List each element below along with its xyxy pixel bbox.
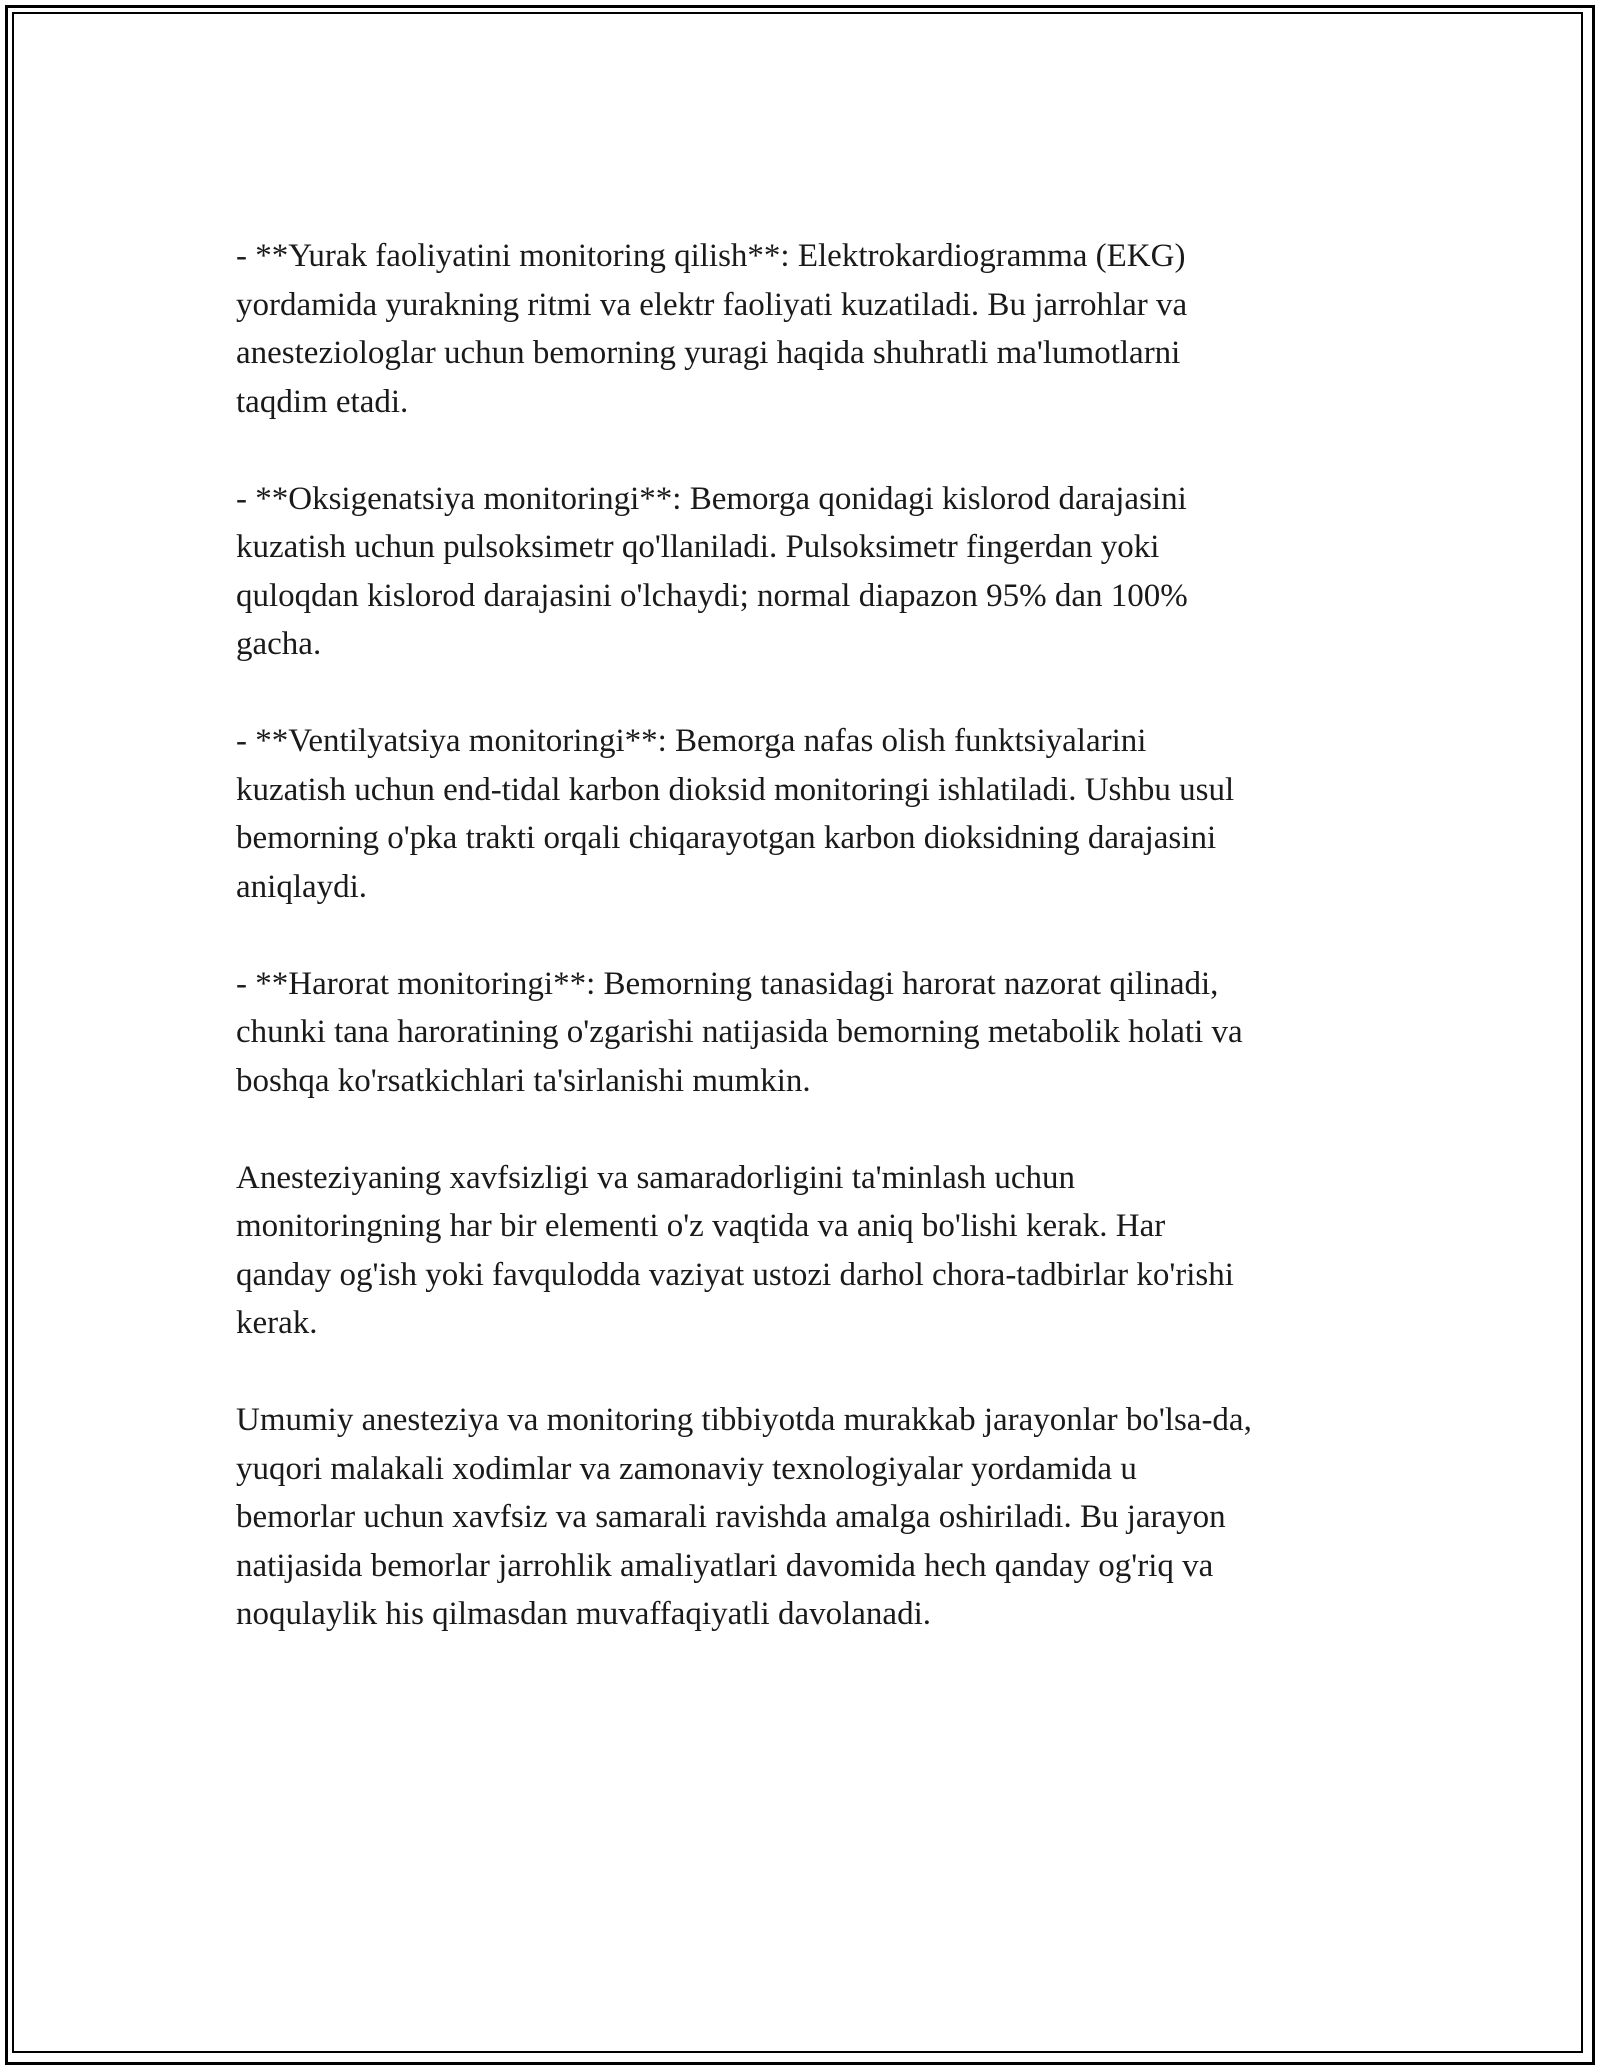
paragraph-temperature-monitoring: - **Harorat monitoringi**: Bemorning tanasidagi harorat nazorat qilinadi, chunki tana haroratining o'zgarishi natijasida bemorning metabolik holati va boshqa ko'rsatkichlari ta'sirlanishi mumkin. bbox=[236, 965, 1243, 1099]
paragraph-oxygenation-monitoring: - **Oksigenatsiya monitoringi**: Bemorga qonidagi kislorod darajasini kuzatish uchun pulsoksimetr qo'llaniladi. Pulsoksimetr fingerdan yoki quloqdan kislorod darajasini o'lchaydi; normal diapazon 95% dan 100% gacha. bbox=[236, 480, 1188, 662]
paragraph-conclusion: Umumiy anesteziya va monitoring tibbiyotda murakkab jarayonlar bo'lsa-da, yuqori malakali xodimlar va zamonaviy texnologiyalar yordamida u bemorlar uchun xavfsiz va samarali ravishda amalga oshiriladi. Bu jarayon natijasida bemorlar jarrohlik amaliyatlari davomida hech qanday og'riq va noqulaylik his qilmasdan muvaffaqiyatli davolanadi. bbox=[236, 1402, 1252, 1632]
paragraph-heart-monitoring: - **Yurak faoliyatini monitoring qilish**: Elektrokardiogramma (EKG) yordamida yurakning ritmi va elektr faoliyati kuzatiladi. Bu jarrohlar va anesteziologlar uchun bemorning yuragi haqida shuhratli ma'lumotlarni taqdim etadi. bbox=[236, 238, 1188, 420]
document-body bbox=[236, 232, 1396, 1687]
paragraph-ventilation-monitoring: - **Ventilyatsiya monitoringi**: Bemorga nafas olish funktsiyalarini kuzatish uchun end-tidal karbon dioksid monitoringi ishlatiladi. Ushbu usul bemorning o'pka trakti orqali chiqarayotgan karbon dioksidning darajasini aniqlaydi. bbox=[236, 723, 1235, 905]
paragraph-safety: Anesteziyaning xavfsizligi va samaradorligini ta'minlash uchun monitoringning har bir elementi o'z vaqtida va aniq bo'lishi kerak. Har qanday og'ish yoki favqulodda vaziyat ustozi darhol chora-tadbirlar ko'rishi kerak. bbox=[236, 1159, 1234, 1341]
